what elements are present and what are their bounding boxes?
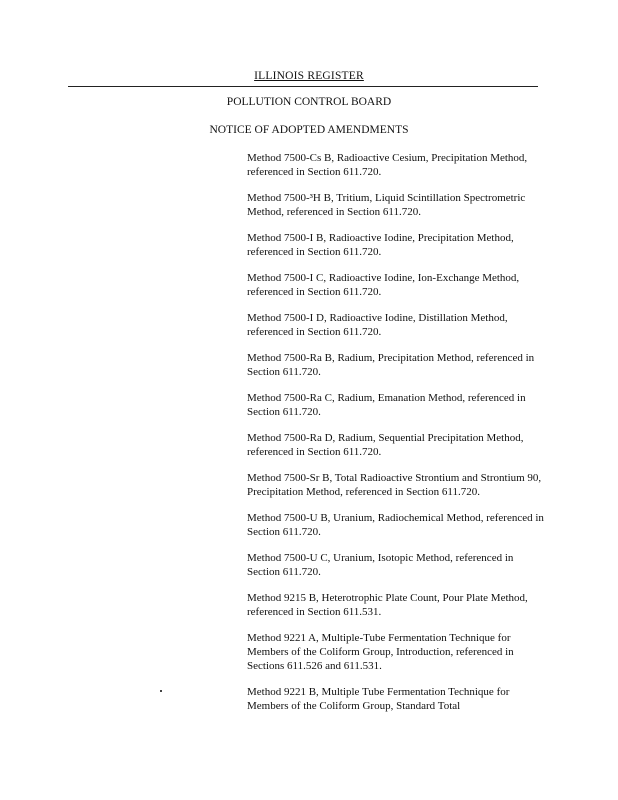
method-entry xyxy=(247,551,547,579)
method-entry xyxy=(247,191,547,219)
method-entry xyxy=(247,271,547,299)
method-entry xyxy=(247,431,547,459)
method-text: Method 7500-I B, Radioactive Iodine, Precipitation Method, referenced in Section 611.720. xyxy=(247,232,514,258)
method-text: Method 7500-U C, Uranium, Isotopic Method, referenced in Section 611.720. xyxy=(247,552,514,578)
method-entry xyxy=(247,231,547,259)
method-text: Method 9215 B, Heterotrophic Plate Count, Pour Plate Method, referenced in Section 611.531. xyxy=(247,592,528,618)
notice-title: NOTICE OF ADOPTED AMENDMENTS xyxy=(209,124,409,136)
method-entry xyxy=(247,511,547,539)
register-title: ILLINOIS REGISTER xyxy=(254,70,364,82)
method-text: Method 7500-Sr B, Total Radioactive Strontium and Strontium 90, Precipitation Method, referenced in Section 611.720. xyxy=(247,472,542,498)
method-entry xyxy=(247,351,547,379)
method-entry xyxy=(247,151,547,179)
method-text: Method 7500-Ra C, Radium, Emanation Method, referenced in Section 611.720. xyxy=(247,392,526,418)
method-text: Method 9221 B, Multiple Tube Fermentation Technique for Members of the Coliform Group, Standard Total xyxy=(247,686,510,712)
method-entry xyxy=(247,685,547,713)
method-text: Method 7500-U B, Uranium, Radiochemical Method, referenced in Section 611.720. xyxy=(247,512,544,538)
method-entry xyxy=(247,631,547,673)
method-text: Method 7500-Ra D, Radium, Sequential Precipitation Method, referenced in Section 611.720. xyxy=(247,432,524,458)
method-text: Method 7500-³H B, Tritium, Liquid Scintillation Spectrometric Method, referenced in Section 611.720. xyxy=(247,192,526,218)
method-entry xyxy=(247,471,547,499)
stray-mark xyxy=(160,690,162,692)
method-text: Method 7500-Cs B, Radioactive Cesium, Precipitation Method, referenced in Section 611.720. xyxy=(247,152,528,178)
method-entry xyxy=(247,591,547,619)
method-entry xyxy=(247,391,547,419)
method-text: Method 7500-I C, Radioactive Iodine, Ion-Exchange Method, referenced in Section 611.720. xyxy=(247,272,520,298)
method-entry xyxy=(247,311,547,339)
method-text: Method 9221 A, Multiple-Tube Fermentation Technique for Members of the Coliform Group, Introduction, referenced in Sections 611.526 and 611.531. xyxy=(247,632,514,672)
board-title: POLLUTION CONTROL BOARD xyxy=(226,96,392,108)
method-list xyxy=(247,151,547,725)
method-text: Method 7500-I D, Radioactive Iodine, Distillation Method, referenced in Section 611.720. xyxy=(247,312,508,338)
method-text: Method 7500-Ra B, Radium, Precipitation Method, referenced in Section 611.720. xyxy=(247,352,535,378)
header-rule xyxy=(68,86,538,87)
